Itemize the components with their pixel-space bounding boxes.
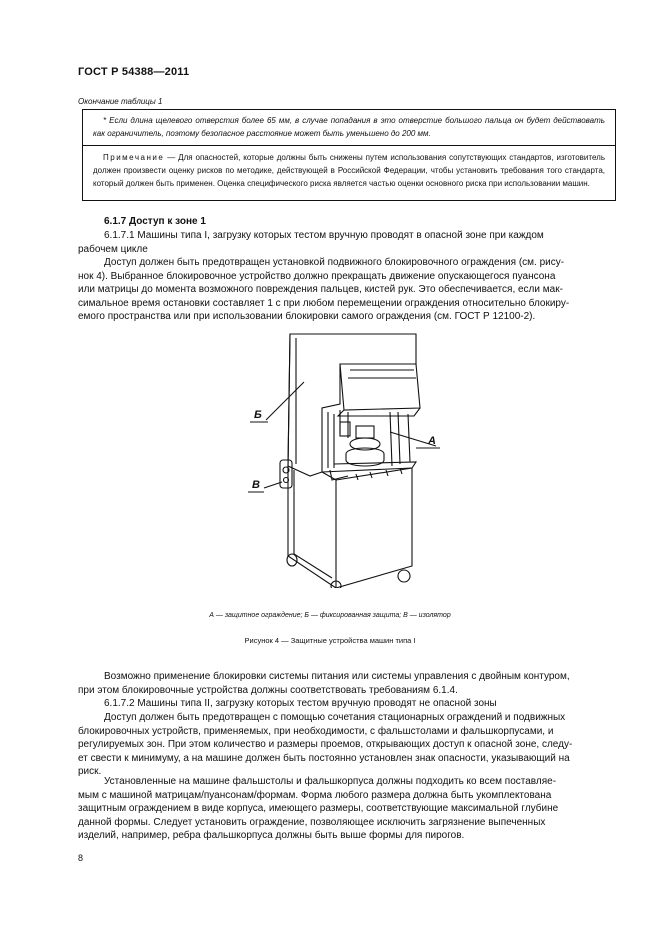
figure-label-v: В — [252, 479, 260, 491]
text-line: мым с машиной матрицам/пуансонам/формам. Форма любого размера должна быть укомплектована — [78, 789, 552, 801]
note-label: Примечание — [103, 153, 165, 162]
text-line: нок 4). Выбранное блокировочное устройство должно прекращать движение опускающегося пуансона — [78, 270, 556, 282]
note-text: — Для опасностей, которые должны быть снижены путем использования сопутствующих стандартов, изготовитель должен произвести оценку рисков по методике, действующей в Российской Федерации, чтобы установить требования того стандарта, который должен быть применен. Оценка специфического риска является частью оценки основного риска при использовании машин. — [93, 153, 605, 188]
table-end-label: Окончание таблицы 1 — [78, 97, 163, 106]
table-top — [322, 462, 416, 472]
base-cabinet — [288, 466, 412, 588]
table-note-box — [82, 109, 616, 201]
text-line: симальное время остановки составляет 1 с при любом перемещении ограждения относительно блокиру- — [78, 297, 570, 309]
text-line: Установленные на машине фальшстолы и фальшкорпуса должны подходить ко всем поставляе- — [104, 776, 557, 787]
paragraph-interlock-supply — [78, 670, 614, 697]
text-line: Доступ должен быть предотвращен установкой подвижного блокировочного ограждения (см. рису- — [104, 257, 565, 268]
caster — [287, 554, 297, 566]
paragraph-access-interlock — [78, 256, 614, 324]
paragraph-false-tables — [78, 775, 614, 843]
figure-label-b: Б — [254, 409, 262, 421]
page-number: 8 — [78, 853, 84, 863]
machine-drawing — [240, 330, 450, 588]
punch-column — [340, 410, 348, 438]
paragraph-access-fixed-guards — [78, 711, 614, 779]
text-line: Доступ должен быть предотвращен с помощью сочетания стационарных ограждений и подвижных — [104, 712, 566, 723]
leader-line-b — [266, 382, 304, 420]
text-line: риск. — [78, 766, 102, 777]
leader-line-v — [264, 482, 282, 488]
caster — [398, 570, 410, 582]
machine-figure — [240, 330, 450, 588]
text-line: защитным ограждением в виде корпуса, имеющего размеры, соответствующие максимальной глубине — [78, 803, 559, 814]
frame-body — [288, 334, 416, 476]
subheading-6172: 6.1.7.2 Машины типа II, загрузку которых тестом вручную проводят не опасной зоны — [104, 698, 497, 709]
section-heading-617: 6.1.7 Доступ к зоне 1 — [104, 216, 206, 227]
text-line: изделий, например, ребра фальшкорпуса должны быть выше формы для пирогов. — [78, 830, 465, 841]
text-line: ет свести к минимуму, а на машине должен быть постоянно установлен знак опасности, указывающий на — [78, 752, 570, 764]
table-footnote: * Если длина щелевого отверстия более 65 мм, в случае попадания в это отверстие большого пальца он будет действовать как ограничитель, поэтому безопасное расстояние может быть уменьшено до 200 мм. — [93, 116, 605, 138]
text-line: при этом блокировочные устройства должны соответствовать требованиям 6.1.4. — [78, 684, 458, 696]
text-line: регулируемых зон. При этом количество и размеры проемов, открывающих доступ к опасной зоне, следу- — [78, 739, 573, 750]
frame-front-edge — [288, 334, 290, 466]
text-line: рабочем цикле — [78, 243, 148, 255]
figure-caption: Рисунок 4 — Защитные устройства машин типа I — [244, 636, 416, 645]
figure-legend: А — защитное ограждение; Б — фиксированная защита; В — изолятор — [209, 612, 451, 619]
text-line: 6.1.7.1 Машины типа I, загрузку которых тестом вручную проводят в опасной зоне при каждом — [104, 230, 544, 241]
text-line: данной формы. Следует установить ограждение, позволяющее исключить загрязнение выпеченных — [78, 816, 546, 828]
standard-id: ГОСТ Р 54388—2011 — [78, 66, 190, 78]
table-note — [93, 151, 605, 190]
text-line: Возможно применение блокировки системы питания или системы управления с двойным контуром, — [104, 671, 570, 682]
figure-label-a: А — [428, 435, 436, 447]
text-line: блокировочных устройств, применяемых, при необходимости, с фальшстолами и фальшкорпусами, и — [78, 725, 554, 737]
note-divider — [83, 145, 615, 146]
guard-hood — [340, 364, 420, 410]
text-line: емого пространства или при использовании блокировки самого ограждения (см. ГОСТ Р 12100-2). — [78, 311, 536, 322]
paragraph-6171 — [78, 229, 614, 256]
text-line: или матрицы до момента возможного повреждения пальцев, кистей рук. Это обеспечивается, если мак- — [78, 284, 563, 295]
